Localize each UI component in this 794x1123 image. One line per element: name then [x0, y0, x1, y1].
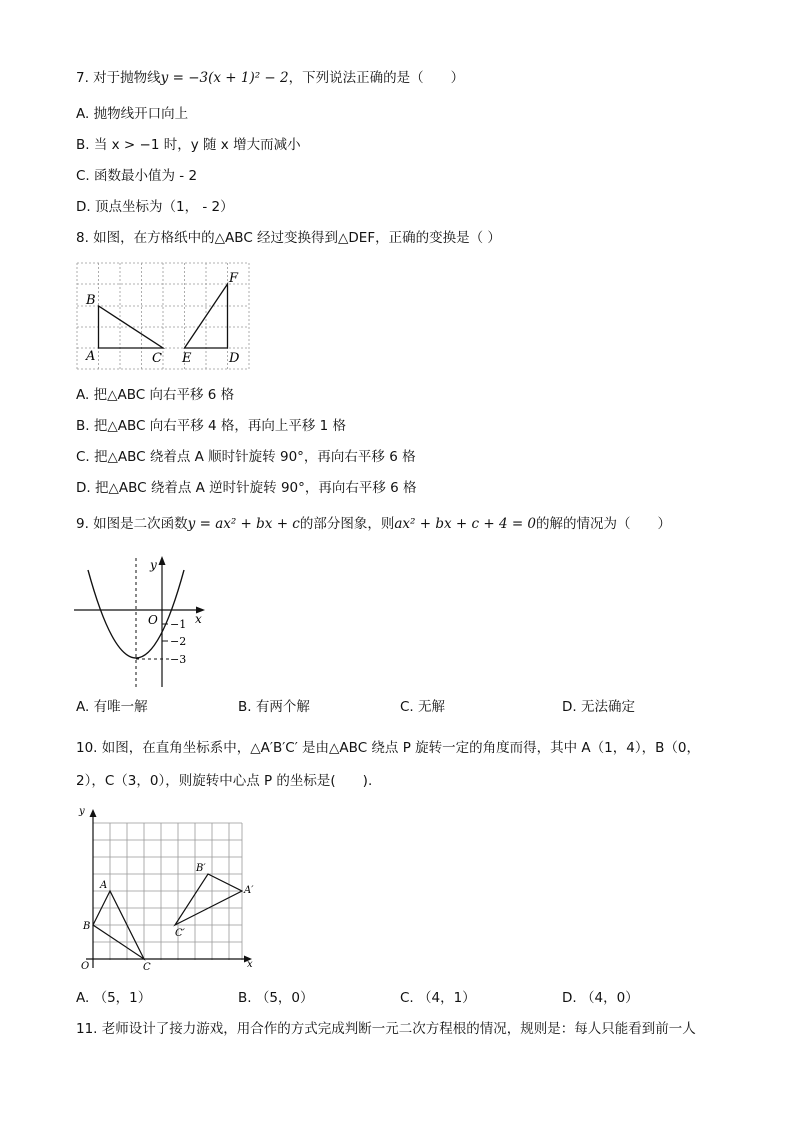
q9-option-a: A. 有唯一解 [76, 699, 148, 715]
label-origin: O [81, 961, 90, 972]
y-axis-arrow [90, 809, 97, 817]
label-b-prime: B′ [196, 863, 206, 874]
q9-stem [76, 514, 671, 534]
q9-middle: 的部分图象，则 [299, 516, 395, 532]
label-c: C [143, 962, 151, 973]
q7-option-b: B. 当 x > −1 时，y 随 x 增大而减小 [76, 137, 301, 153]
label-b: B [86, 293, 96, 308]
q10-stem-line-1: 10. 如图，在直角坐标系中，△A′B′C′ 是由△ABC 绕点 P 旋转一定的角度而得，其中 A（1，4），B（0， [76, 740, 700, 756]
label-f: F [229, 271, 239, 286]
q9-option-c: C. 无解 [400, 699, 446, 715]
q10-option-d: D. （4，0） [562, 990, 639, 1006]
q8-option-b: B. 把△ABC 向右平移 4 格，再向上平移 1 格 [76, 418, 347, 434]
label-c: C [152, 351, 162, 366]
q10-option-b: B. （5，0） [238, 990, 314, 1006]
q8-stem: 8. 如图，在方格纸中的△ABC 经过变换得到△DEF，正确的变换是（ ） [76, 230, 501, 246]
q8-grid-figure [76, 262, 252, 372]
q7-option-c: C. 函数最小值为 - 2 [76, 168, 198, 184]
q11-stem: 11. 老师设计了接力游戏，用合作的方式完成判断一元二次方程根的情况，规则是：每人只能看到前一人 [76, 1021, 696, 1037]
label-a: A [86, 349, 96, 364]
q9-parabola-figure [74, 552, 210, 690]
label-minus-2: −2 [170, 635, 187, 648]
label-a: A [100, 880, 108, 891]
q9-option-b: B. 有两个解 [238, 699, 310, 715]
label-y: y [79, 806, 85, 817]
label-e: E [182, 351, 192, 366]
label-origin: O [148, 613, 158, 627]
q8-grid-lines [77, 263, 249, 369]
label-x: x [195, 612, 202, 626]
q10-option-c: C. （4，1） [400, 990, 476, 1006]
label-a-prime: A′ [244, 885, 254, 896]
label-y: y [150, 558, 157, 572]
q10-option-a: A. （5，1） [76, 990, 152, 1006]
q7-option-d: D. 顶点坐标为（1， - 2） [76, 199, 234, 215]
q9-equation: ax² + bx + c + 4 = 0 [394, 516, 537, 532]
q8-option-a: A. 把△ABC 向右平移 6 格 [76, 387, 235, 403]
q10-coordinate-figure [76, 800, 256, 974]
q7-option-a: A. 抛物线开口向上 [76, 106, 189, 122]
label-x: x [247, 959, 253, 970]
q8-option-d: D. 把△ABC 绕着点 A 逆时针旋转 90°，再向右平移 6 格 [76, 480, 417, 496]
q9-option-d: D. 无法确定 [562, 699, 635, 715]
q8-option-c: C. 把△ABC 绕着点 A 顺时针旋转 90°，再向右平移 6 格 [76, 449, 416, 465]
q7-stem [76, 68, 464, 88]
label-c-prime: C′ [175, 928, 185, 939]
label-minus-3: −3 [170, 653, 187, 666]
q7-suffix: ，下列说法正确的是（ ） [288, 70, 465, 86]
triangle-def [185, 284, 228, 348]
label-minus-1: −1 [170, 618, 187, 631]
label-d: D [229, 351, 240, 366]
q9-suffix: 的解的情况为（ ） [536, 516, 672, 532]
label-b: B [83, 921, 91, 932]
q9-function: y = ax² + bx + c [187, 516, 300, 532]
triangle-a1b1c1 [175, 874, 242, 925]
q10-stem-line-2: 2），C（3，0），则旋转中心点 P 的坐标是( ). [76, 773, 373, 789]
y-axis-arrow [159, 556, 166, 565]
q9-prefix: 9. 如图是二次函数 [76, 516, 188, 532]
q7-prefix: 7. 对于抛物线 [76, 70, 161, 86]
q7-equation: y = −3(x + 1)² − 2 [160, 70, 289, 86]
